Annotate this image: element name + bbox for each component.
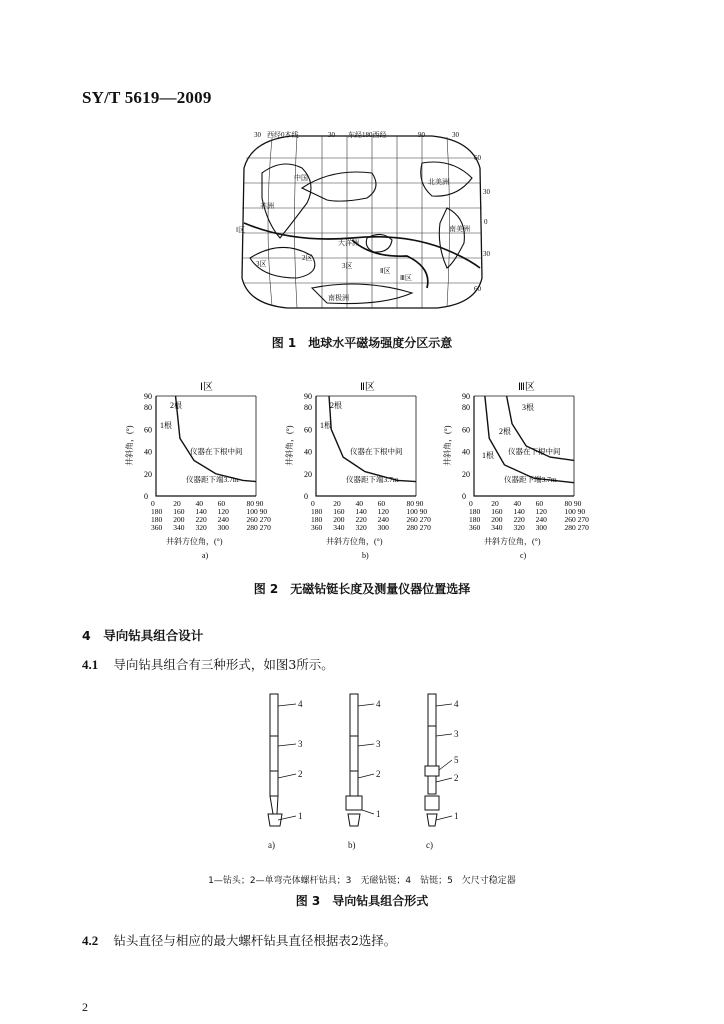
x-tick-label: 20 <box>491 499 499 508</box>
sub-label-a: a) <box>268 840 275 850</box>
y-tick-label: 0 <box>144 492 148 501</box>
figure2-caption: 图 2 无磁钻铤长度及测量仪器位置选择 <box>253 582 471 596</box>
x-axis-label: 井斜方位角，(°) <box>326 537 383 546</box>
zone-label-3a: 3区 <box>256 260 267 268</box>
x-tick-label: 360 <box>151 523 163 532</box>
paragraph-4-1 <box>82 654 334 673</box>
annotation-3-7m: 仪器距下端3.7m <box>186 475 239 484</box>
x-tick-label: 20 <box>173 499 181 508</box>
map-label-top-2: 西经0本线 <box>267 131 299 139</box>
x-tick-label: 140 <box>513 507 525 516</box>
zone-label-3: Ⅲ区 <box>400 274 412 282</box>
standard-number: SY/T 5619—2009 <box>82 88 212 107</box>
x-tick-label: 180 <box>151 507 163 516</box>
sub-label-b: b) <box>348 840 356 850</box>
y-tick-label: 20 <box>304 469 312 479</box>
part-label-c-2: 2 <box>454 773 459 783</box>
annotation-middle: 仪器在下根中间 <box>190 447 243 456</box>
x-tick-label: 220 <box>513 515 525 524</box>
x-tick-label: 340 <box>491 523 503 532</box>
x-tick-label: 300 <box>377 523 389 532</box>
part-label-b-3: 3 <box>376 739 381 749</box>
part-label-a-2: 2 <box>298 769 303 779</box>
section-heading: 4 导向钻具组合设计 <box>82 628 204 643</box>
part-label-a-3: 3 <box>298 739 303 749</box>
x-tick-label: 120 <box>535 507 547 516</box>
x-axis-label: 井斜方位角，(°) <box>484 537 541 546</box>
x-tick-label: 260 270 <box>246 515 271 524</box>
curve-label: 2根 <box>170 401 182 410</box>
x-tick-label: 260 270 <box>406 515 431 524</box>
annotation-3-7m: 仪器距下端3.7m <box>504 475 557 484</box>
part-label-c-4: 4 <box>454 699 459 709</box>
x-tick-label: 280 270 <box>406 523 431 532</box>
x-tick-label: 80 90 <box>406 499 424 508</box>
zone-label-2a: 2区 <box>302 254 313 262</box>
zone-label-1: Ⅰ区 <box>236 226 246 234</box>
y-tick-label: 60 <box>144 425 152 435</box>
y-tick-label: 20 <box>144 469 152 479</box>
panel-zone-title: Ⅱ区 <box>360 382 375 393</box>
x-tick-label: 240 <box>377 515 389 524</box>
x-tick-label: 60 <box>217 499 226 508</box>
figure2-charts <box>118 380 608 565</box>
region-africa: 非洲 <box>260 202 274 210</box>
map-label-top-4: 东经180西经 <box>348 131 387 139</box>
x-tick-label: 40 <box>195 499 203 508</box>
figure3-assemblies <box>240 686 480 854</box>
y-tick-label: 0 <box>304 492 308 501</box>
x-axis-label: 井斜方位角，(°) <box>166 537 223 546</box>
part-label-b-2: 2 <box>376 769 381 779</box>
annotation-middle: 仪器在下根中间 <box>508 447 561 456</box>
map-label-right-2: 30 <box>483 188 490 196</box>
map-label-right-1: 60 <box>474 154 481 162</box>
figure1-caption: 图 1 地球水平磁场强度分区示意 <box>271 336 453 350</box>
y-tick-label: 60 <box>304 425 312 435</box>
map-label-top-6: 30 <box>452 131 459 139</box>
x-tick-label: 320 <box>195 523 207 532</box>
part-label-c-3: 3 <box>454 729 459 739</box>
x-tick-label: 200 <box>333 515 345 524</box>
x-tick-label: 140 <box>195 507 207 516</box>
x-tick-label: 240 <box>217 515 229 524</box>
x-tick-label: 120 <box>377 507 389 516</box>
x-tick-label: 160 <box>173 507 185 516</box>
figure3-caption: 图 3 导向钻具组合形式 <box>295 894 429 908</box>
panel-sub-label: a) <box>202 551 209 560</box>
part-label-c-5: 5 <box>454 755 459 765</box>
x-tick-label: 40 <box>513 499 521 508</box>
y-tick-label: 80 <box>144 403 152 413</box>
paragraph-4-2 <box>82 930 396 949</box>
y-tick-label: 80 <box>304 403 312 413</box>
y-tick-label: 90 <box>304 392 312 401</box>
x-tick-label: 160 <box>491 507 503 516</box>
y-tick-label: 80 <box>462 403 470 413</box>
y-tick-label: 20 <box>462 469 470 479</box>
x-tick-label: 180 <box>311 507 323 516</box>
sub-label-c: c) <box>426 840 433 850</box>
y-tick-label: 90 <box>144 392 152 401</box>
curve-label: 2根 <box>330 401 342 410</box>
y-axis-label: 井斜角，(°) <box>443 425 452 466</box>
part-label-b-1: 1 <box>376 809 381 819</box>
y-tick-label: 40 <box>462 447 470 457</box>
x-tick-label: 180 <box>469 515 481 524</box>
boundary-curve <box>176 396 256 482</box>
x-tick-label: 360 <box>469 523 481 532</box>
x-tick-label: 100 90 <box>246 507 268 516</box>
figure2 <box>118 380 608 565</box>
curve-label: 1根 <box>482 451 494 460</box>
x-tick-label: 320 <box>513 523 525 532</box>
x-tick-label: 0 <box>311 499 315 508</box>
x-tick-label: 220 <box>355 515 367 524</box>
x-tick-label: 280 270 <box>564 523 589 532</box>
map-label-top-1: 30 <box>254 131 261 139</box>
world-map-figure <box>232 128 492 318</box>
region-south-america: 南美洲 <box>449 225 470 233</box>
x-tick-label: 180 <box>311 515 323 524</box>
panel-sub-label: c) <box>520 551 527 560</box>
x-tick-label: 360 <box>311 523 323 532</box>
region-north-america: 北美洲 <box>428 178 449 186</box>
x-tick-label: 340 <box>173 523 185 532</box>
x-tick-label: 240 <box>535 515 547 524</box>
x-tick-label: 320 <box>355 523 367 532</box>
x-tick-label: 100 90 <box>564 507 586 516</box>
x-tick-label: 0 <box>469 499 473 508</box>
x-tick-label: 40 <box>355 499 363 508</box>
zone-label-3b: 3区 <box>342 262 353 270</box>
x-tick-label: 220 <box>195 515 207 524</box>
y-axis-label: 井斜角，(°) <box>125 425 134 466</box>
x-tick-label: 260 270 <box>564 515 589 524</box>
boundary-curve <box>329 396 416 482</box>
x-tick-label: 200 <box>491 515 503 524</box>
panel-zone-title: Ⅰ区 <box>200 382 213 393</box>
part-label-a-1: 1 <box>298 811 303 821</box>
panel-sub-label: b) <box>362 551 369 560</box>
y-tick-label: 40 <box>144 447 152 457</box>
x-tick-label: 180 <box>151 515 163 524</box>
x-tick-label: 140 <box>355 507 367 516</box>
x-tick-label: 200 <box>173 515 185 524</box>
part-label-c-1: 1 <box>454 811 459 821</box>
page-number: 2 <box>82 1000 88 1014</box>
panel-zone-title: Ⅲ区 <box>518 382 535 393</box>
part-label-a-4: 4 <box>298 699 303 709</box>
clause-number-4-2: 4.2 <box>82 933 99 948</box>
curve-label: 2根 <box>499 427 511 436</box>
map-label-right-4: 30 <box>483 250 490 258</box>
x-tick-label: 60 <box>535 499 544 508</box>
clause-number-4-1: 4.1 <box>82 657 99 672</box>
clause-text-4-2: 钻头直径与相应的最大螺杆钻具直径根据表2选择。 <box>113 933 397 948</box>
annotation-3-7m: 仪器距下端3.7m <box>346 475 399 484</box>
figure3-legend: 1—钻头；2—单弯壳体螺杆钻具；3 无磁钻铤；4 钻铤；5 欠尺寸稳定器 <box>208 876 516 886</box>
map-label-top-3: 30 <box>328 131 335 139</box>
map-label-top-5: 90 <box>418 131 425 139</box>
x-tick-label: 20 <box>333 499 341 508</box>
x-tick-label: 120 <box>217 507 229 516</box>
x-tick-label: 100 90 <box>406 507 428 516</box>
map-label-right-5: 60 <box>474 285 481 293</box>
part-label-b-4: 4 <box>376 699 381 709</box>
y-tick-label: 0 <box>462 492 466 501</box>
x-tick-label: 300 <box>217 523 229 532</box>
curve-label: 1根 <box>160 421 172 430</box>
x-tick-label: 160 <box>333 507 345 516</box>
x-tick-label: 300 <box>535 523 547 532</box>
x-tick-label: 0 <box>151 499 155 508</box>
y-tick-label: 90 <box>462 392 470 401</box>
annotation-middle: 仪器在下根中间 <box>350 447 403 456</box>
zone-label-2: Ⅱ区 <box>380 267 391 275</box>
x-tick-label: 180 <box>469 507 481 516</box>
y-tick-label: 40 <box>304 447 312 457</box>
region-oceania: 大洋洲 <box>338 239 359 247</box>
region-antarctica: 南极洲 <box>328 294 349 302</box>
x-tick-label: 280 270 <box>246 523 271 532</box>
map-label-right-3: 0 <box>484 218 488 226</box>
x-tick-label: 340 <box>333 523 345 532</box>
x-tick-label: 80 90 <box>564 499 582 508</box>
y-tick-label: 60 <box>462 425 470 435</box>
clause-text-4-1: 导向钻具组合有三种形式，如图3所示。 <box>113 657 334 672</box>
x-tick-label: 60 <box>377 499 386 508</box>
region-china: 中国 <box>294 174 308 182</box>
curve-label: 1根 <box>320 421 332 430</box>
y-axis-label: 井斜角，(°) <box>285 425 294 466</box>
curve-label: 3根 <box>522 403 534 412</box>
x-tick-label: 80 90 <box>246 499 264 508</box>
